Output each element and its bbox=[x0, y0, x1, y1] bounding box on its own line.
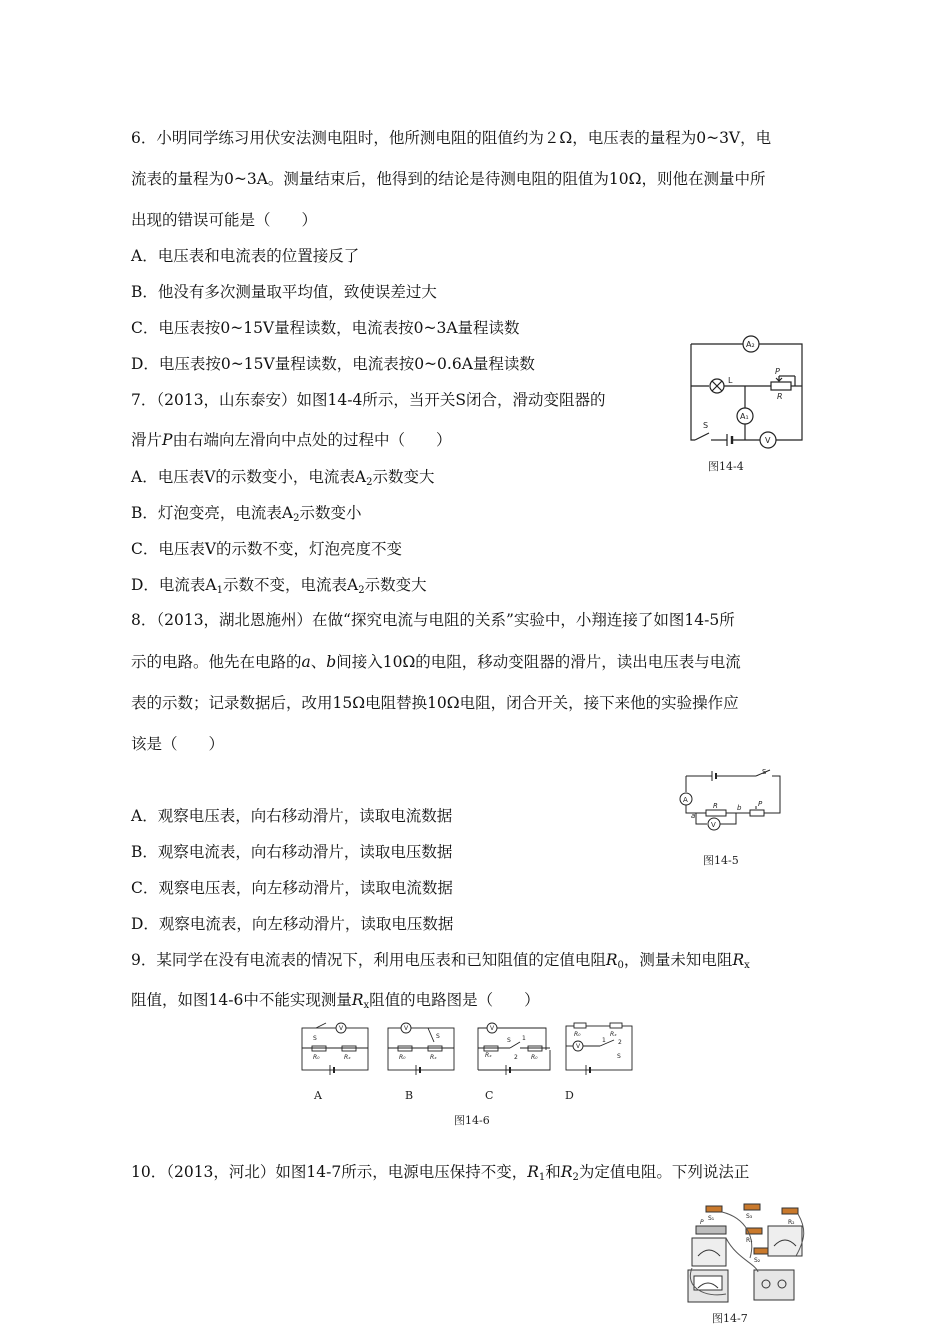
svg-text:1: 1 bbox=[602, 1037, 606, 1044]
fig4-label-a2: A₂ bbox=[746, 340, 755, 349]
svg-text:Rₓ: Rₓ bbox=[344, 1054, 351, 1061]
fig4-label-v: V bbox=[765, 436, 771, 445]
q8-option-d: D．观察电流表，向左移动滑片，读取电压数据 bbox=[131, 915, 454, 933]
q6-stem-line2: 流表的量程为0~3A。测量结束后，他得到的结论是待测电阻的阻值为10Ω，则他在测量中所 bbox=[131, 170, 766, 188]
svg-text:P: P bbox=[700, 1219, 704, 1226]
svg-text:Rₓ: Rₓ bbox=[430, 1054, 437, 1061]
svg-text:S₁: S₁ bbox=[708, 1215, 715, 1222]
svg-text:V: V bbox=[490, 1025, 495, 1032]
q6-option-b: B．他没有多次测量取平均值，致使误差过大 bbox=[131, 283, 437, 301]
svg-text:2: 2 bbox=[618, 1039, 622, 1046]
figure-14-4-circuit bbox=[683, 332, 813, 452]
figure-14-6-caption: 图14-6 bbox=[454, 1114, 490, 1127]
svg-text:R₁: R₁ bbox=[746, 1237, 753, 1244]
svg-text:R₂: R₂ bbox=[788, 1219, 795, 1226]
q6-stem-line3: 出现的错误可能是（ ） bbox=[131, 211, 318, 229]
fig5-label-v: V bbox=[711, 821, 716, 829]
q7-option-c: C．电压表V的示数不变，灯泡亮度不变 bbox=[131, 540, 403, 558]
q8-option-b: B．观察电流表，向右移动滑片，读取电压数据 bbox=[131, 843, 453, 861]
figure-14-7-apparatus bbox=[686, 1198, 812, 1306]
svg-text:V: V bbox=[404, 1025, 409, 1032]
svg-text:2: 2 bbox=[514, 1054, 518, 1061]
q7-option-d: D．电流表$A_1$示数不变，电流表$A_2$示数变大 bbox=[131, 576, 427, 596]
q6-option-c: C．电压表按0~15V量程读数，电流表按0~3A量程读数 bbox=[131, 319, 520, 337]
figure-14-6-option-b: B bbox=[405, 1089, 414, 1102]
fig5-label-pa: a bbox=[691, 812, 696, 820]
svg-text:S: S bbox=[436, 1033, 440, 1040]
q10-stem-line1: 10．（2013，河北）如图14-7所示，电源电压保持不变，$R_1$和$R_2$为定值电阻。下列说法正 bbox=[131, 1163, 750, 1183]
figure-14-6-option-c: C bbox=[485, 1089, 494, 1102]
circuit-c bbox=[478, 1023, 550, 1075]
q6-option-a: A．电压表和电流表的位置接反了 bbox=[131, 247, 360, 265]
fig5-label-a: A bbox=[683, 796, 688, 804]
svg-text:Rₓ: Rₓ bbox=[610, 1031, 617, 1038]
q8-stem-line2: 示的电路。他先在电路的a、b间接入10Ω的电阻，移动变阻器的滑片，读出电压表与电流 bbox=[131, 653, 741, 671]
circuit-b bbox=[388, 1023, 454, 1075]
fig5-label-r: R bbox=[713, 802, 718, 810]
fig5-label-p: P bbox=[758, 800, 763, 808]
figure-14-7-caption: 图14-7 bbox=[712, 1312, 748, 1325]
q7-stem-line1: 7．（2013，山东泰安）如图14-4所示，当开关S闭合，滑动变阻器的 bbox=[131, 391, 606, 409]
fig4-label-a1: A₁ bbox=[740, 412, 749, 421]
q8-option-c: C．观察电压表，向左移动滑片，读取电流数据 bbox=[131, 879, 453, 897]
circuit-d bbox=[566, 1023, 632, 1075]
q8-stem-line1: 8．（2013，湖北恩施州）在做“探究电流与电阻的关系”实验中，小翔连接了如图14-5所 bbox=[131, 611, 735, 629]
q9-stem-line1: 9．某同学在没有电流表的情况下，利用电压表和已知阻值的定值电阻$R_0$，测量未知电阻$R_x$ bbox=[131, 951, 750, 971]
fig4-label-r: R bbox=[777, 392, 783, 401]
svg-text:V: V bbox=[576, 1043, 581, 1050]
fig4-label-s: S bbox=[703, 421, 709, 430]
figure-14-5-circuit bbox=[676, 766, 791, 846]
q6-option-d: D．电压表按0~15V量程读数，电流表按0~0.6A量程读数 bbox=[131, 355, 535, 373]
svg-text:V: V bbox=[339, 1025, 344, 1032]
figure-14-4-caption: 图14-4 bbox=[708, 460, 744, 473]
svg-text:R₀: R₀ bbox=[313, 1054, 320, 1061]
q9-stem-line2: 阻值，如图14-6中不能实现测量$R_x$阻值的电路图是（ ） bbox=[131, 991, 540, 1011]
fig4-label-p: P bbox=[775, 367, 780, 376]
fig5-label-s: S bbox=[762, 768, 767, 776]
q7-stem-line2: 滑片P由右端向左滑向中点处的过程中（ ） bbox=[131, 431, 452, 449]
svg-text:1: 1 bbox=[522, 1035, 526, 1042]
svg-text:R₀: R₀ bbox=[574, 1031, 581, 1038]
figure-14-5-caption: 图14-5 bbox=[703, 854, 739, 867]
q8-option-a: A．观察电压表，向右移动滑片，读取电流数据 bbox=[131, 807, 453, 825]
figure-14-6-option-d: D bbox=[565, 1089, 574, 1102]
circuit-a bbox=[302, 1023, 368, 1075]
svg-text:R₀: R₀ bbox=[399, 1054, 406, 1061]
svg-text:S: S bbox=[313, 1035, 317, 1042]
q7-option-a: A．电压表V的示数变小，电流表$A_2$示数变大 bbox=[131, 468, 435, 488]
svg-text:Rₓ: Rₓ bbox=[485, 1052, 492, 1059]
q6-stem-line1: 6．小明同学练习用伏安法测电阻时，他所测电阻的阻值约为２Ω，电压表的量程为0~3V，电 bbox=[131, 129, 772, 147]
svg-text:S₃: S₃ bbox=[746, 1213, 753, 1220]
svg-text:S: S bbox=[617, 1053, 621, 1060]
svg-text:S: S bbox=[507, 1037, 511, 1044]
q8-stem-line3: 表的示数；记录数据后，改用15Ω电阻替换10Ω电阻，闭合开关，接下来他的实验操作应 bbox=[131, 694, 739, 712]
svg-text:R₀: R₀ bbox=[531, 1054, 538, 1061]
fig5-label-pb: b bbox=[737, 804, 742, 812]
figure-14-6-option-a: A bbox=[314, 1089, 322, 1102]
q7-option-b: B．灯泡变亮，电流表$A_2$示数变小 bbox=[131, 504, 362, 524]
q8-stem-line4: 该是（ ） bbox=[131, 735, 225, 753]
figure-14-6-circuits bbox=[296, 1020, 641, 1082]
svg-text:S₂: S₂ bbox=[754, 1257, 761, 1264]
fig4-label-l: L bbox=[728, 376, 733, 385]
